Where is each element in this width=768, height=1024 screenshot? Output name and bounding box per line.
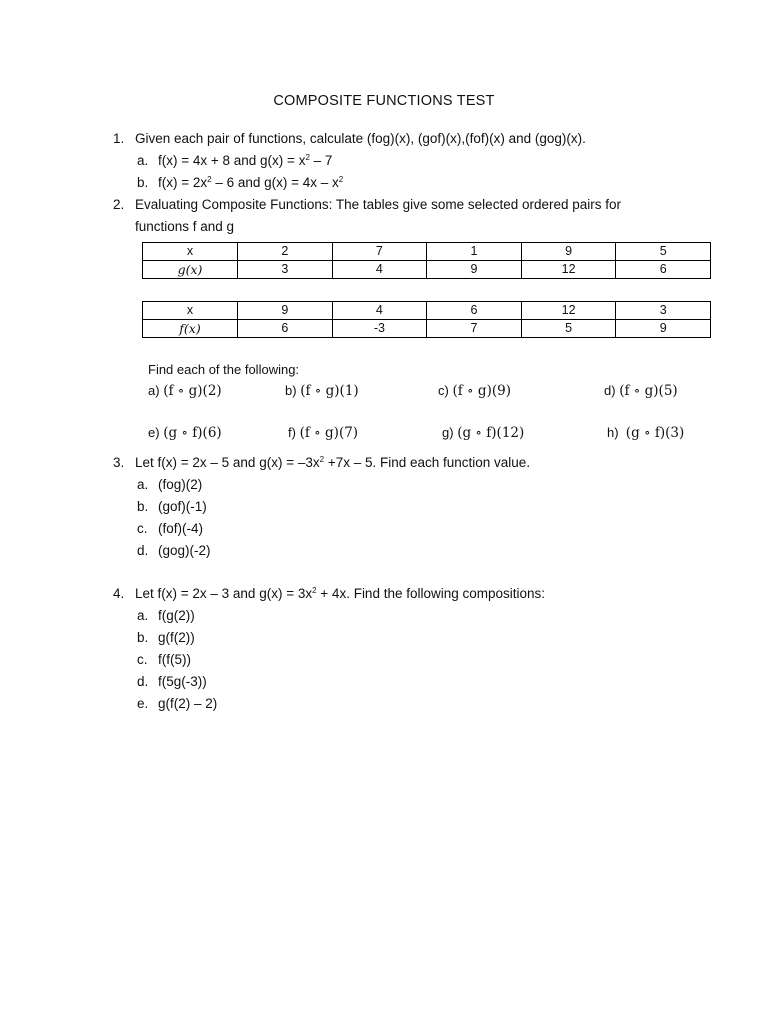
list-item-label: a. <box>137 477 149 492</box>
question-1-number: 1. <box>113 131 125 146</box>
question-2-line-2: functions f and g <box>135 219 235 234</box>
part-c: c) (f ∘ g)(9) <box>438 383 511 399</box>
list-item: g(f(2)) <box>158 630 195 645</box>
table-cell: 6 <box>616 261 711 279</box>
list-item: (gof)(-1) <box>158 499 207 514</box>
list-item: g(f(2) – 2) <box>158 696 218 711</box>
part-h: h) (g ∘ f)(3) <box>607 425 685 441</box>
table-cell: 2 <box>238 243 333 261</box>
part-f: f) (f ∘ g)(7) <box>288 425 359 441</box>
table-cell: 9 <box>521 243 616 261</box>
part-e: e) (g ∘ f)(6) <box>148 425 222 441</box>
table-row <box>143 243 711 261</box>
list-item: (fog)(2) <box>158 477 203 492</box>
list-item-label: c. <box>137 521 148 536</box>
table-header-x: x <box>143 243 238 261</box>
list-item: f(g(2)) <box>158 608 195 623</box>
table-row <box>143 302 711 320</box>
list-item-label: d. <box>137 543 149 558</box>
find-label: Find each of the following: <box>148 362 300 377</box>
table-cell: 7 <box>427 320 522 338</box>
list-item-label: c. <box>137 652 148 667</box>
table-cell: 4 <box>332 261 427 279</box>
table-cell: 9 <box>238 302 333 320</box>
table-cell: -3 <box>332 320 427 338</box>
list-item-label: d. <box>137 674 149 689</box>
table-cell: 9 <box>616 320 711 338</box>
table-cell: 3 <box>616 302 711 320</box>
table-row <box>143 261 711 279</box>
table-cell: 4 <box>332 302 427 320</box>
table-cell: 9 <box>427 261 522 279</box>
list-item-label: a. <box>137 608 149 623</box>
part-d: d) (f ∘ g)(5) <box>604 383 678 399</box>
table-header-gx: g(x) <box>143 261 238 279</box>
part-g: g) (g ∘ f)(12) <box>442 425 525 441</box>
list-item-label: b. <box>137 630 149 645</box>
question-4-number: 4. <box>113 586 125 601</box>
list-item: (fof)(-4) <box>158 521 203 536</box>
table-cell: 12 <box>521 261 616 279</box>
question-2-line-1: Evaluating Composite Functions: The tables give some selected ordered pairs for <box>135 197 622 212</box>
question-4-text: Let f(x) = 2x – 3 and $g(x) = 3x^2 + 4x$. Find the following compositions: <box>135 586 546 601</box>
table-g <box>142 242 711 279</box>
question-1a-label: a. <box>137 153 149 168</box>
list-item: f(f(5)) <box>158 652 191 667</box>
list-item-label: e. <box>137 696 149 711</box>
table-header-fx: f(x) <box>143 320 238 338</box>
list-item: (gog)(-2) <box>158 543 211 558</box>
part-a: a) (f ∘ g)(2) <box>148 383 222 399</box>
table-cell: 1 <box>427 243 522 261</box>
list-item-label: b. <box>137 499 149 514</box>
page-title: COMPOSITE FUNCTIONS TEST <box>273 93 495 109</box>
table-cell: 6 <box>427 302 522 320</box>
table-cell: 3 <box>238 261 333 279</box>
question-1a-text: f(x) = 4x + 8 and $g(x) = x^2 - 7$ <box>158 153 333 168</box>
table-f <box>142 301 711 338</box>
list-item: f(5g(-3)) <box>158 674 207 689</box>
part-b: b) (f ∘ g)(1) <box>285 383 359 399</box>
question-1b-label: b. <box>137 175 149 190</box>
question-3-text: Let f(x) = 2x – 5 and $g(x) = -3x^2 +7x - 5$. Find each function value. <box>135 455 531 470</box>
table-cell: 7 <box>332 243 427 261</box>
question-3-number: 3. <box>113 455 125 470</box>
table-header-x: x <box>143 302 238 320</box>
question-1b-text: $f(x) = 2x^2 - 6$ and $g(x) = 4x - x^2$ <box>158 175 344 190</box>
table-row <box>143 320 711 338</box>
table-cell: 6 <box>238 320 333 338</box>
question-1-text: Given each pair of functions, calculate (fog)(x), (gof)(x),(fof)(x) and (gog)(x). <box>135 131 586 146</box>
table-cell: 5 <box>521 320 616 338</box>
table-cell: 12 <box>521 302 616 320</box>
question-2-number: 2. <box>113 197 125 212</box>
table-cell: 5 <box>616 243 711 261</box>
